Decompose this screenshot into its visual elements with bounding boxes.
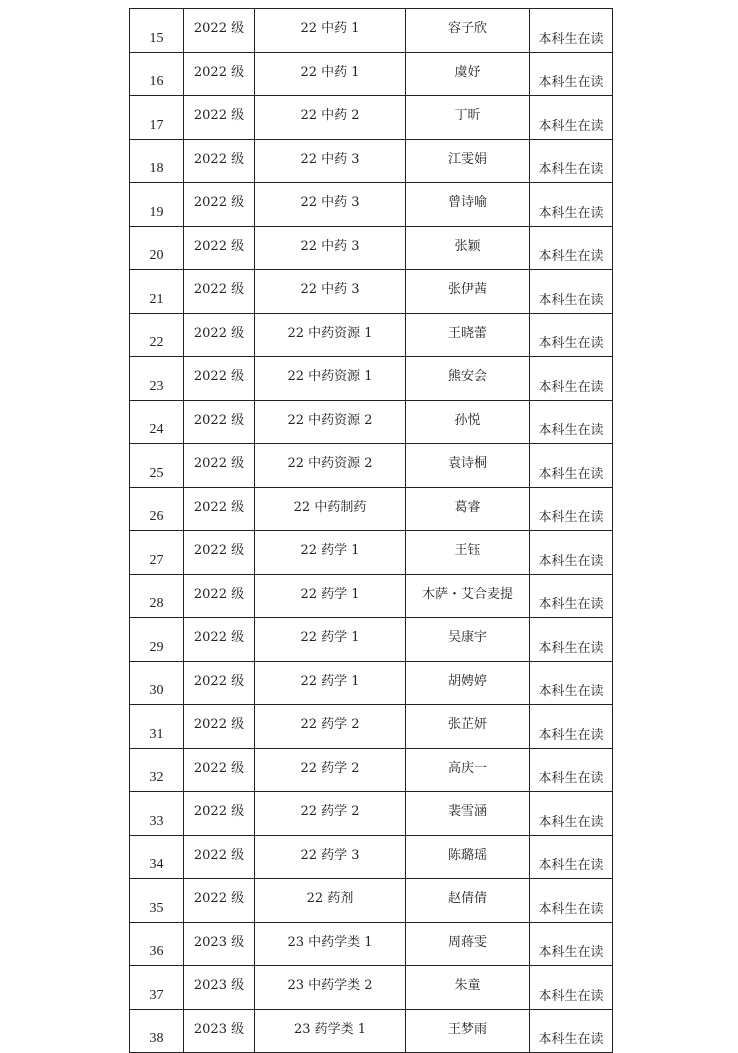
table-row	[130, 531, 613, 575]
class-cell: 22 药学 1	[255, 661, 406, 705]
class-cell: 22 药学 1	[255, 574, 406, 618]
status-cell: 本科生在读	[530, 1009, 613, 1053]
row-number-cell: 38	[130, 1009, 184, 1053]
student-name-cell: 容子欣	[406, 9, 530, 53]
status-cell: 本科生在读	[530, 922, 613, 966]
row-number-cell: 34	[130, 835, 184, 879]
student-name-cell: 赵倩倩	[406, 879, 530, 923]
class-cell: 22 中药 3	[255, 226, 406, 270]
grade-cell: 2022 级	[184, 96, 255, 140]
grade-cell: 2022 级	[184, 705, 255, 749]
table-row	[130, 748, 613, 792]
grade-cell: 2023 级	[184, 1009, 255, 1053]
student-name-cell: 虞妤	[406, 52, 530, 96]
student-name-cell: 曾诗喻	[406, 183, 530, 227]
student-name-cell: 葛睿	[406, 487, 530, 531]
grade-cell: 2022 级	[184, 52, 255, 96]
class-cell: 22 药剂	[255, 879, 406, 923]
status-cell: 本科生在读	[530, 792, 613, 836]
class-cell: 23 中药学类 1	[255, 922, 406, 966]
grade-cell: 2023 级	[184, 966, 255, 1010]
class-cell: 22 中药 3	[255, 139, 406, 183]
table-body	[130, 9, 613, 1053]
grade-cell: 2022 级	[184, 313, 255, 357]
student-name-cell: 吴康宇	[406, 618, 530, 662]
status-cell: 本科生在读	[530, 835, 613, 879]
grade-cell: 2022 级	[184, 835, 255, 879]
table-row	[130, 879, 613, 923]
table-row	[130, 487, 613, 531]
table-row	[130, 226, 613, 270]
class-cell: 22 药学 1	[255, 618, 406, 662]
table-row	[130, 618, 613, 662]
status-cell: 本科生在读	[530, 487, 613, 531]
grade-cell: 2022 级	[184, 183, 255, 227]
status-cell: 本科生在读	[530, 879, 613, 923]
student-name-cell: 朱童	[406, 966, 530, 1010]
class-cell: 22 中药资源 2	[255, 444, 406, 488]
status-cell: 本科生在读	[530, 531, 613, 575]
class-cell: 22 中药 1	[255, 52, 406, 96]
class-cell: 22 药学 2	[255, 748, 406, 792]
table-row	[130, 922, 613, 966]
status-cell: 本科生在读	[530, 748, 613, 792]
class-cell: 22 药学 1	[255, 531, 406, 575]
grade-cell: 2022 级	[184, 270, 255, 314]
row-number-cell: 36	[130, 922, 184, 966]
table-row	[130, 574, 613, 618]
student-name-cell: 丁昕	[406, 96, 530, 140]
table-row	[130, 835, 613, 879]
row-number-cell: 17	[130, 96, 184, 140]
class-cell: 22 中药制药	[255, 487, 406, 531]
class-cell: 22 中药资源 1	[255, 357, 406, 401]
row-number-cell: 23	[130, 357, 184, 401]
table-row	[130, 966, 613, 1010]
class-cell: 23 药学类 1	[255, 1009, 406, 1053]
grade-cell: 2022 级	[184, 792, 255, 836]
student-name-cell: 张芷妍	[406, 705, 530, 749]
grade-cell: 2022 级	[184, 487, 255, 531]
grade-cell: 2022 级	[184, 444, 255, 488]
student-name-cell: 陈璐瑶	[406, 835, 530, 879]
row-number-cell: 27	[130, 531, 184, 575]
student-name-cell: 王钰	[406, 531, 530, 575]
class-cell: 22 中药资源 1	[255, 313, 406, 357]
student-name-cell: 孙悦	[406, 400, 530, 444]
row-number-cell: 24	[130, 400, 184, 444]
class-cell: 22 中药资源 2	[255, 400, 406, 444]
status-cell: 本科生在读	[530, 966, 613, 1010]
table-row	[130, 661, 613, 705]
student-name-cell: 张颖	[406, 226, 530, 270]
row-number-cell: 15	[130, 9, 184, 53]
student-name-cell: 木萨・艾合麦提	[406, 574, 530, 618]
table-row	[130, 1009, 613, 1053]
student-name-cell: 裴雪涵	[406, 792, 530, 836]
grade-cell: 2022 级	[184, 226, 255, 270]
status-cell: 本科生在读	[530, 183, 613, 227]
status-cell: 本科生在读	[530, 661, 613, 705]
grade-cell: 2022 级	[184, 879, 255, 923]
row-number-cell: 22	[130, 313, 184, 357]
class-cell: 22 药学 2	[255, 705, 406, 749]
grade-cell: 2023 级	[184, 922, 255, 966]
student-list-table-wrapper	[129, 8, 612, 1053]
student-name-cell: 张伊茜	[406, 270, 530, 314]
student-name-cell: 高庆一	[406, 748, 530, 792]
table-row	[130, 705, 613, 749]
student-name-cell: 周蒋雯	[406, 922, 530, 966]
status-cell: 本科生在读	[530, 574, 613, 618]
status-cell: 本科生在读	[530, 400, 613, 444]
status-cell: 本科生在读	[530, 9, 613, 53]
row-number-cell: 28	[130, 574, 184, 618]
grade-cell: 2022 级	[184, 531, 255, 575]
row-number-cell: 19	[130, 183, 184, 227]
row-number-cell: 29	[130, 618, 184, 662]
status-cell: 本科生在读	[530, 705, 613, 749]
row-number-cell: 21	[130, 270, 184, 314]
table-row	[130, 357, 613, 401]
grade-cell: 2022 级	[184, 748, 255, 792]
row-number-cell: 31	[130, 705, 184, 749]
grade-cell: 2022 级	[184, 400, 255, 444]
student-name-cell: 胡娉婷	[406, 661, 530, 705]
status-cell: 本科生在读	[530, 96, 613, 140]
grade-cell: 2022 级	[184, 618, 255, 662]
class-cell: 22 药学 2	[255, 792, 406, 836]
grade-cell: 2022 级	[184, 574, 255, 618]
status-cell: 本科生在读	[530, 52, 613, 96]
table-row	[130, 96, 613, 140]
student-name-cell: 王梦雨	[406, 1009, 530, 1053]
row-number-cell: 37	[130, 966, 184, 1010]
status-cell: 本科生在读	[530, 313, 613, 357]
student-name-cell: 王晓蕾	[406, 313, 530, 357]
row-number-cell: 25	[130, 444, 184, 488]
table-row	[130, 9, 613, 53]
status-cell: 本科生在读	[530, 139, 613, 183]
student-name-cell: 熊安会	[406, 357, 530, 401]
status-cell: 本科生在读	[530, 357, 613, 401]
student-name-cell: 江雯娟	[406, 139, 530, 183]
grade-cell: 2022 级	[184, 661, 255, 705]
class-cell: 23 中药学类 2	[255, 966, 406, 1010]
table-row	[130, 313, 613, 357]
class-cell: 22 药学 3	[255, 835, 406, 879]
class-cell: 22 中药 3	[255, 183, 406, 227]
student-list-table	[129, 8, 613, 1053]
table-row	[130, 270, 613, 314]
row-number-cell: 16	[130, 52, 184, 96]
row-number-cell: 32	[130, 748, 184, 792]
row-number-cell: 35	[130, 879, 184, 923]
class-cell: 22 中药 1	[255, 9, 406, 53]
class-cell: 22 中药 3	[255, 270, 406, 314]
grade-cell: 2022 级	[184, 357, 255, 401]
row-number-cell: 18	[130, 139, 184, 183]
table-row	[130, 139, 613, 183]
table-row	[130, 444, 613, 488]
status-cell: 本科生在读	[530, 226, 613, 270]
table-row	[130, 400, 613, 444]
row-number-cell: 33	[130, 792, 184, 836]
status-cell: 本科生在读	[530, 444, 613, 488]
row-number-cell: 30	[130, 661, 184, 705]
table-row	[130, 52, 613, 96]
row-number-cell: 20	[130, 226, 184, 270]
student-name-cell: 袁诗桐	[406, 444, 530, 488]
table-row	[130, 792, 613, 836]
class-cell: 22 中药 2	[255, 96, 406, 140]
status-cell: 本科生在读	[530, 618, 613, 662]
row-number-cell: 26	[130, 487, 184, 531]
grade-cell: 2022 级	[184, 139, 255, 183]
grade-cell: 2022 级	[184, 9, 255, 53]
table-row	[130, 183, 613, 227]
status-cell: 本科生在读	[530, 270, 613, 314]
